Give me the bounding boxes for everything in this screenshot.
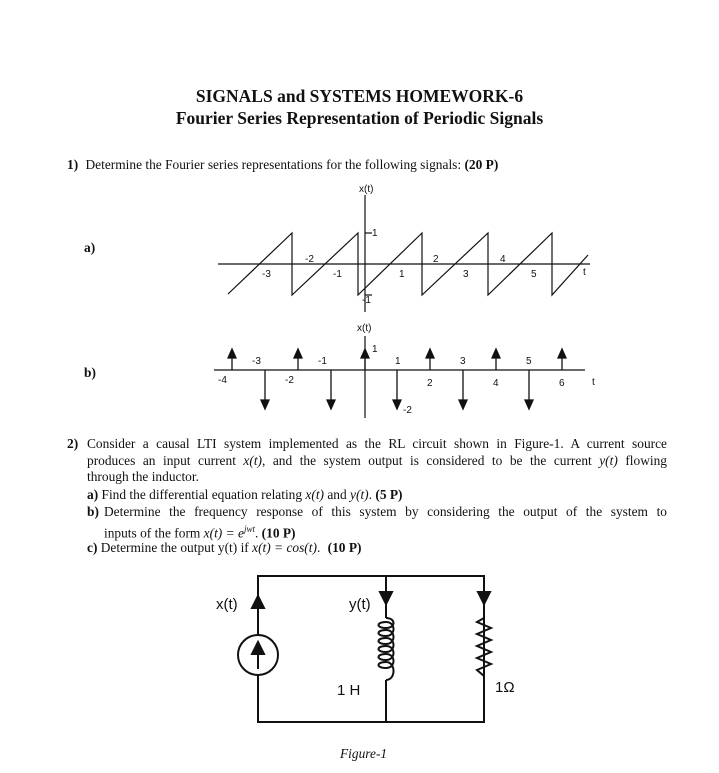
- q1-text: Determine the Fourier series representations for the following signals:: [85, 157, 462, 172]
- graph-b-label-neg2: -2: [285, 375, 294, 386]
- graph-a-tick-neg1: -1: [333, 269, 342, 280]
- graph-a-ylabel: x(t): [359, 184, 374, 195]
- q2-part-a-points: (5 P): [375, 487, 403, 502]
- graph-b-label-neg1: -1: [318, 356, 327, 367]
- q2-number: 2): [67, 436, 79, 451]
- graph-b-xlabel: t: [592, 377, 595, 388]
- graph-a-ytick-1: 1: [372, 228, 378, 239]
- inductor-coil: [379, 618, 394, 680]
- q2-part-a: a) Find the differential equation relating x(t) and y(t). (5 P): [87, 487, 403, 502]
- graph-b-label-6: 6: [559, 378, 565, 389]
- q2-part-c-label: c): [87, 540, 98, 555]
- graph-a-tick-3: 3: [463, 269, 469, 280]
- graph-b-label-2: 2: [427, 378, 433, 389]
- resistor-current-arrow-icon: [478, 592, 490, 604]
- q2-part-b: b) Determine the frequency response of this system by considering the output of the system to inputs of the form $x(t) = e^{jwt}$. (10 P): [87, 504, 667, 540]
- graph-a-xlabel: t: [583, 267, 586, 278]
- graph-b-label-4: 4: [493, 378, 499, 389]
- q2-part-a-label: a): [87, 487, 99, 502]
- q1-part-a-label: a): [84, 240, 96, 255]
- circuit-inductor-value: 1 H: [337, 682, 361, 699]
- q2-part-c-points: (10 P): [327, 540, 362, 555]
- document-subtitle: Fourier Series Representation of Periodic Signals: [175, 108, 544, 128]
- graph-b-ylabel: x(t): [357, 323, 372, 334]
- figure-caption: Figure-1: [340, 746, 388, 761]
- graph-b-label-3: 3: [460, 356, 466, 367]
- graph-a-tick-1: 1: [399, 269, 405, 280]
- q2-line3: through the inductor.: [87, 469, 199, 484]
- graph-a-tick-2: 2: [433, 254, 439, 265]
- circuit-resistor-value: 1Ω: [495, 679, 515, 696]
- q1-points: (20 P): [464, 157, 499, 172]
- circuit-inductor-current-label: y(t): [349, 596, 371, 613]
- q2-part-c: c) Determine the output y(t) if x(t) = cos(t). (10 P): [87, 540, 362, 555]
- q1-part-b-label: b): [84, 365, 96, 380]
- graph-b-label-neg4: -4: [218, 375, 227, 386]
- document-title: SIGNALS and SYSTEMS HOMEWORK-6: [195, 86, 524, 106]
- q2-line2: produces an input current x(t), and the system output is considered to be the current y(t) flowing: [87, 452, 667, 468]
- graph-b-label-5: 5: [526, 356, 532, 367]
- graph-b-amp-neg2: -2: [403, 405, 412, 416]
- graph-a-tick-neg3: -3: [262, 269, 271, 280]
- graph-a-tick-5: 5: [531, 269, 537, 280]
- graph-a-tick-neg2: -2: [305, 254, 314, 265]
- circuit-wires: [258, 576, 484, 722]
- q2-part-b-label: b): [87, 504, 99, 519]
- q1-number: 1): [67, 157, 79, 172]
- q2-line1: Consider a causal LTI system implemented as the RL circuit shown in Figure-1. A current source: [87, 436, 667, 451]
- inductor-current-arrow-icon: [380, 592, 392, 604]
- graph-b-label-neg3: -3: [252, 356, 261, 367]
- graph-a-tick-4: 4: [500, 254, 506, 265]
- graph-b-amp-1: 1: [372, 344, 378, 355]
- q2-part-b-points: (10 P): [261, 524, 296, 540]
- input-current-arrow-icon: [252, 596, 264, 608]
- graph-a-ytick-neg1: -1: [362, 295, 371, 306]
- graph-b-label-1: 1: [395, 356, 401, 367]
- circuit-source-label: x(t): [216, 596, 238, 613]
- q2-part-b-line1: Determine the frequency response of this system by considering the output of the system to: [104, 504, 667, 519]
- q2-paragraph: [67, 436, 667, 486]
